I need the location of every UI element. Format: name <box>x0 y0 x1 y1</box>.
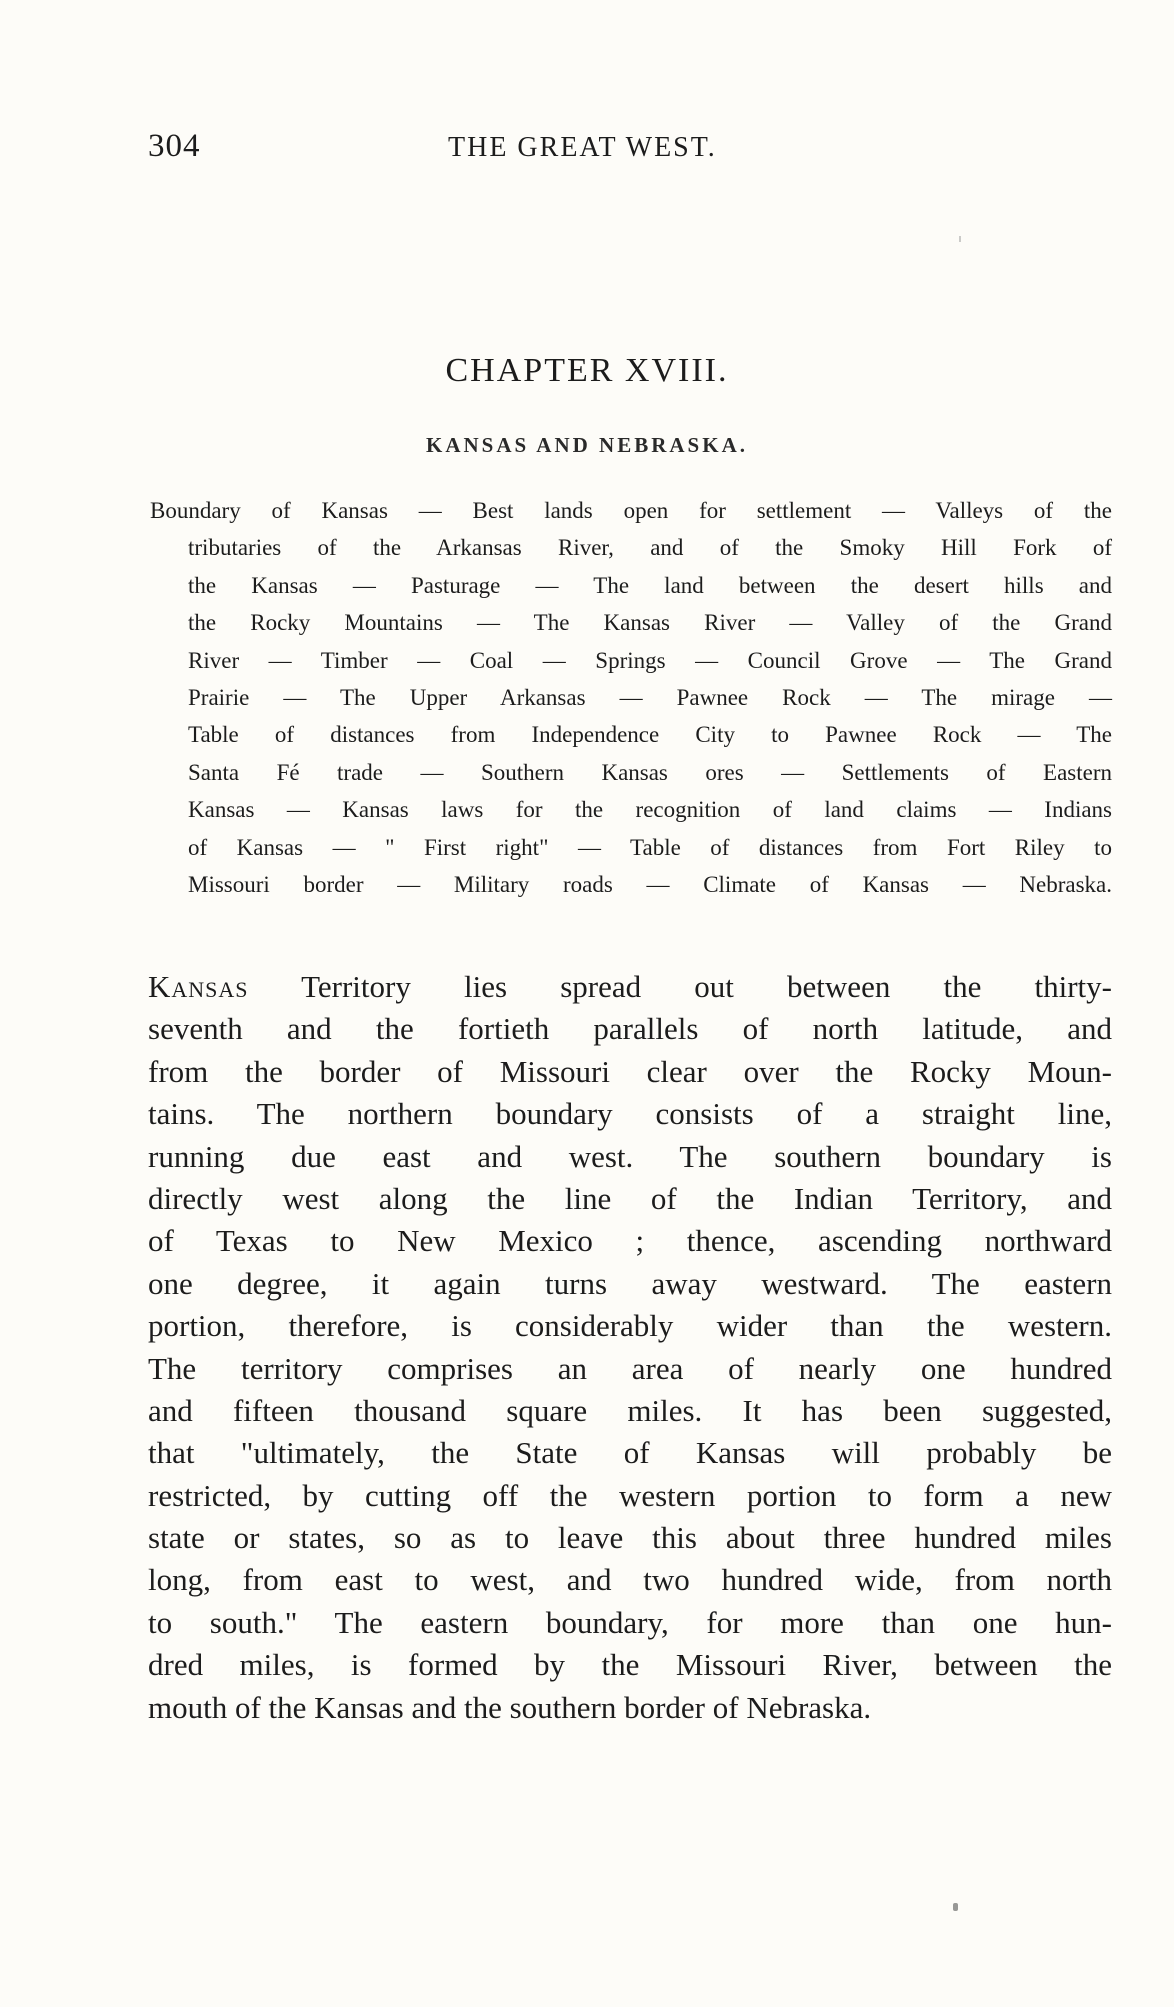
body-line: from the border of Missouri clear over the Rocky Moun- <box>148 1053 1112 1089</box>
summary-line: Boundary of Kansas — Best lands open for settlement — Valleys of the <box>150 498 1112 523</box>
summary-line: the Kansas — Pasturage — The land between the desert hills and <box>188 572 1112 598</box>
body-line-text: Territory lies spread out between the thirty- <box>248 969 1112 1004</box>
lead-word: Kansas <box>148 969 249 1004</box>
running-title: THE GREAT WEST. <box>448 132 717 163</box>
summary-line: Table of distances from Independence City to Pawnee Rock — The <box>188 722 1112 748</box>
body-line: restricted, by cutting off the western portion to form a new <box>148 1477 1112 1513</box>
body-line: The territory comprises an area of nearly one hundred <box>148 1350 1112 1386</box>
body-line: seventh and the fortieth parallels of north latitude, and <box>148 1011 1112 1047</box>
summary-line: Santa Fé trade — Southern Kansas ores — Settlements of Eastern <box>188 759 1112 785</box>
page-number: 304 <box>148 128 201 164</box>
summary-line: Kansas — Kansas laws for the recognition of land claims — Indians <box>188 797 1112 823</box>
body-line: mouth of the Kansas and the southern border of Nebraska. <box>148 1689 872 1725</box>
chapter-title: CHAPTER XVIII. <box>445 352 729 389</box>
running-head <box>148 128 1108 168</box>
chapter-subtitle: KANSAS AND NEBRASKA. <box>426 433 748 457</box>
body-line: portion, therefore, is considerably wider than the western. <box>148 1308 1112 1344</box>
body-line: that "ultimately, the State of Kansas will probably be <box>148 1435 1112 1471</box>
body-line: to south." The eastern boundary, for more than one hun- <box>148 1604 1112 1640</box>
summary-line: Missouri border — Military roads — Climate of Kansas — Nebraska. <box>188 871 1112 897</box>
body-line: tains. The northern boundary consists of a straight line, <box>148 1096 1112 1132</box>
body-line: state or states, so as to leave this about three hundred miles <box>148 1520 1112 1556</box>
body-line: one degree, it again turns away westward. The eastern <box>148 1265 1112 1301</box>
summary-line: tributaries of the Arkansas River, and of the Smoky Hill Fork of <box>188 535 1112 561</box>
body-line <box>148 966 1112 1008</box>
summary-line: River — Timber — Coal — Springs — Council Grove — The Grand <box>188 647 1112 673</box>
body-paragraph <box>148 966 1112 1729</box>
summary-line: of Kansas — " First right" — Table of distances from Fort Riley to <box>188 834 1112 860</box>
body-line: dred miles, is formed by the Missouri River, between the <box>148 1647 1112 1683</box>
body-line: running due east and west. The southern boundary is <box>148 1138 1112 1174</box>
paper-speck <box>953 1903 958 1911</box>
body-line: of Texas to New Mexico ; thence, ascending northward <box>148 1223 1112 1259</box>
body-line: long, from east to west, and two hundred wide, from north <box>148 1562 1112 1598</box>
summary-line: the Rocky Mountains — The Kansas River — Valley of the Grand <box>188 610 1112 636</box>
body-line: and fifteen thousand square miles. It has been suggested, <box>148 1392 1112 1428</box>
paper-speck <box>959 236 961 242</box>
chapter-summary <box>150 492 1112 903</box>
body-line: directly west along the line of the Indian Territory, and <box>148 1180 1112 1216</box>
summary-line: Prairie — The Upper Arkansas — Pawnee Rock — The mirage — <box>188 684 1112 710</box>
